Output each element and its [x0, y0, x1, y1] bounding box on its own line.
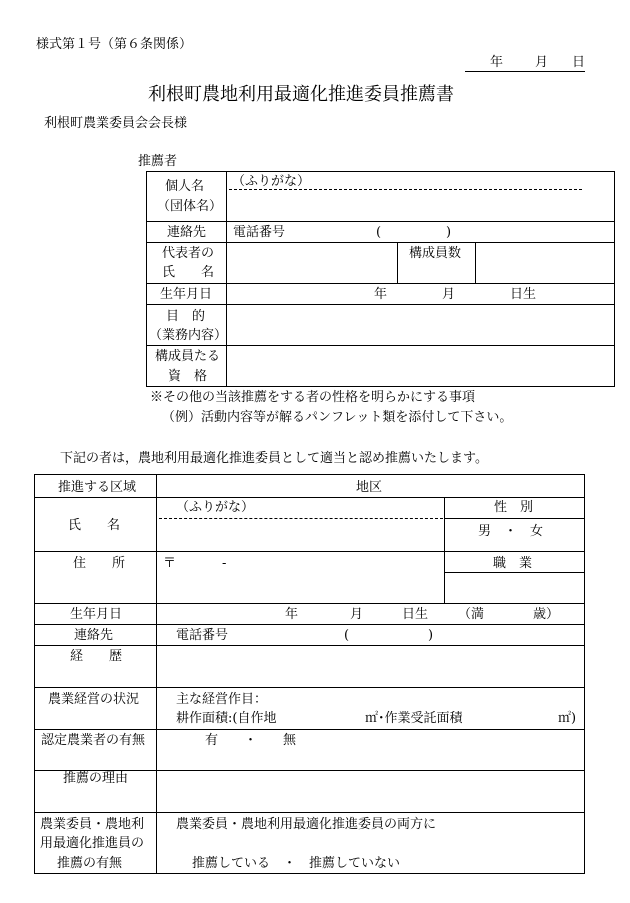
recommender-org-label: （団体名）	[157, 199, 223, 214]
recommendation-reason-label: 推薦の理由	[63, 771, 129, 786]
qualification-label-1: 構成員たる	[155, 349, 221, 364]
recommender-note-1: ※その他の当該推薦をする者の性格を明らかにする事項	[150, 390, 476, 405]
candidate-job-label: 職 業	[493, 556, 533, 571]
postal-dash: -	[222, 556, 227, 571]
certified-farmer-options: 有 ・ 無	[205, 733, 297, 748]
date-day-label: 日	[572, 55, 586, 70]
recommender-section-label: 推薦者	[138, 154, 178, 169]
candidate-dob-label: 生年月日	[70, 607, 123, 622]
recommender-dob-year: 年	[374, 287, 388, 302]
candidate-address-label: 住 所	[73, 556, 126, 571]
form-number: 様式第１号（第６条関係）	[36, 37, 193, 52]
candidate-sex-label: 性 別	[494, 500, 534, 515]
candidate-phone-close: )	[428, 628, 434, 643]
certified-farmer-label: 認定農業者の有無	[41, 733, 146, 748]
candidate-area-value: 地区	[356, 480, 383, 495]
candidate-furigana-label: （ふりがな）	[176, 500, 255, 515]
dual-recommendation-label-1: 農業委員・農地利	[40, 817, 145, 832]
recommender-furigana-label: （ふりがな）	[232, 174, 311, 189]
dual-recommendation-label-3: 推薦の有無	[57, 856, 123, 871]
recommender-phone-label: 電話番号	[233, 225, 286, 240]
qualification-label-2: 資 格	[168, 369, 208, 384]
dual-recommendation-options: 推薦している ・ 推薦していない	[192, 856, 401, 871]
candidate-age-close: 歳）	[533, 607, 560, 622]
candidate-age-open: （満	[458, 607, 485, 622]
postal-mark: 〒	[163, 556, 177, 571]
representative-label-2: 氏 名	[162, 265, 215, 280]
date-year-label: 年	[490, 55, 504, 70]
recommender-dob-label: 生年月日	[160, 287, 213, 302]
farm-area-mid: ㎡･作業受託面積	[365, 711, 463, 726]
representative-label-1: 代表者の	[162, 246, 215, 261]
candidate-area-label: 推進する区域	[58, 480, 137, 495]
purpose-label-2: （業務内容）	[149, 328, 228, 343]
recommender-contact-label: 連絡先	[167, 225, 207, 240]
recommender-note-2: （例）活動内容等が解るパンフレット類を添付して下さい。	[162, 410, 513, 425]
recommender-dob-month: 月	[442, 287, 456, 302]
recommender-phone-open: (	[376, 225, 382, 240]
candidate-career-label: 経 歴	[70, 649, 123, 664]
candidate-contact-label: 連絡先	[74, 628, 114, 643]
members-count-label: 構成員数	[409, 246, 462, 261]
dual-recommendation-label-2: 用最適化推進員の	[40, 836, 145, 851]
candidate-dob-day: 日生	[402, 607, 429, 622]
recommendation-statement: 下記の者は，農地利用最適化推進委員として適当と認め推薦いたします。	[60, 451, 488, 466]
farm-area-prefix: 耕作面積:(自作地	[176, 711, 277, 726]
purpose-label-1: 目 的	[166, 309, 206, 324]
candidate-phone-label: 電話番号	[176, 628, 229, 643]
candidate-dob-month: 月	[350, 607, 364, 622]
dual-recommendation-question: 農業委員・農地利用最適化推進委員の両方に	[176, 817, 437, 832]
date-month-label: 月	[535, 55, 549, 70]
recommender-phone-close: )	[446, 225, 452, 240]
addressee: 利根町農業委員会会長様	[44, 116, 188, 131]
recommender-name-label: 個人名	[165, 179, 205, 194]
candidate-phone-open: (	[344, 628, 350, 643]
farm-main-crop: 主な経営作目：	[176, 692, 268, 707]
candidate-name-label: 氏 名	[68, 518, 121, 533]
recommender-dob-day: 日生	[510, 287, 537, 302]
candidate-sex-options: 男 ・ 女	[478, 524, 544, 539]
farm-status-label: 農業経営の状況	[48, 692, 140, 707]
document-title: 利根町農地利用最適化推進委員推薦書	[148, 84, 454, 105]
candidate-dob-year: 年	[285, 607, 299, 622]
farm-area-end: ㎡)	[558, 711, 577, 726]
date-underline	[465, 71, 585, 72]
